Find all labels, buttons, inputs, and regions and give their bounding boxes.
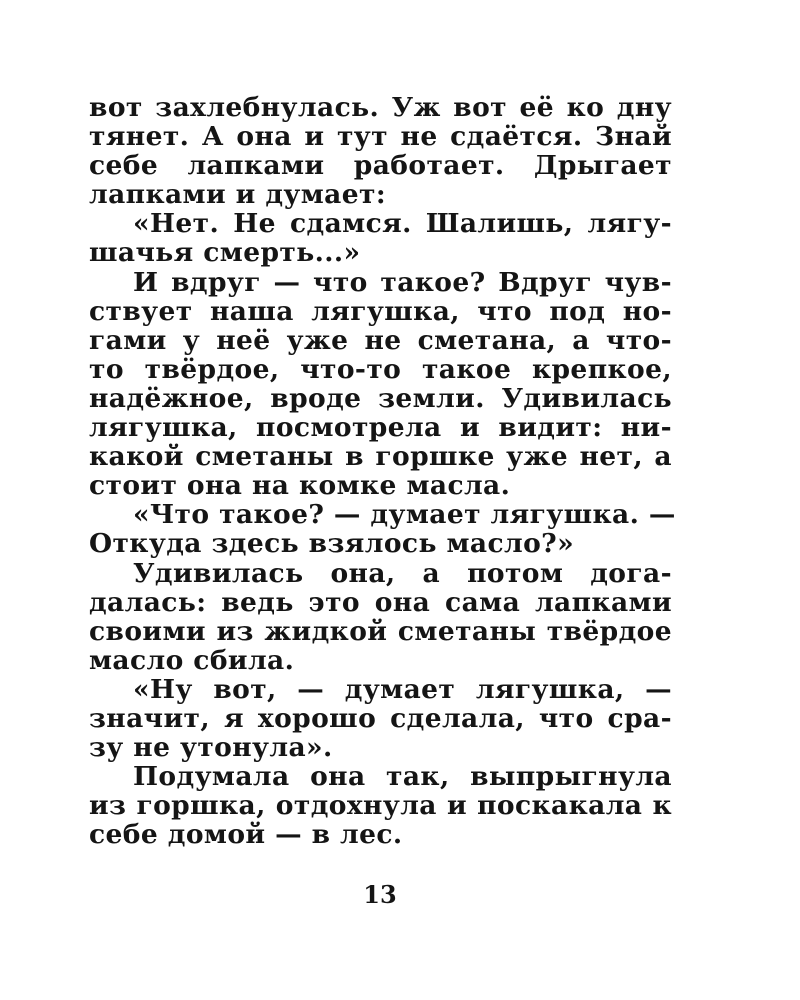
- text-line: себе домой — в лес.: [89, 819, 403, 851]
- text-line: стоит она на комке масла.: [89, 470, 511, 502]
- text-line: ствует наша лягушка, что под но-: [89, 295, 672, 327]
- text-line: «Ну вот, — думает лягушка, —: [133, 673, 672, 705]
- text-line: масло сбила.: [89, 644, 295, 676]
- text-line: лапками и думает:: [89, 179, 387, 211]
- text-line: тянет. А она и тут не сдаётся. Знай: [89, 121, 672, 153]
- text-line: гами у неё уже не сметана, а что-: [89, 324, 672, 356]
- text-line: «Нет. Не сдамся. Шалишь, лягу-: [133, 208, 672, 240]
- text-line: Удивилась она, а потом дога-: [133, 557, 672, 589]
- text-line: шачья смерть...»: [89, 237, 361, 269]
- text-line: И вдруг — что такое? Вдруг чув-: [133, 266, 672, 298]
- story-text: [89, 92, 676, 851]
- text-line: лягушка, посмотрела и видит: ни-: [89, 412, 672, 444]
- text-line: «Что такое? — думает лягушка. —: [133, 499, 676, 531]
- page-number: 13: [363, 880, 397, 909]
- text-line: то твёрдое, что-то такое крепкое,: [89, 353, 672, 385]
- text-line: Подумала она так, выпрыгнула: [133, 761, 672, 793]
- text-line: далась: ведь это она сама лапками: [89, 586, 672, 618]
- text-line: Откуда здесь взялось масло?»: [89, 528, 575, 560]
- text-line: вот захлебнулась. Уж вот её ко дну: [89, 92, 672, 123]
- text-line: значит, я хорошо сделала, что сра-: [89, 702, 672, 734]
- text-line: из горшка, отдохнула и поскакала к: [89, 790, 672, 822]
- text-line: своими из жидкой сметаны твёрдое: [89, 615, 672, 647]
- text-line: себе лапками работает. Дрыгает: [89, 150, 672, 182]
- text-line: какой сметаны в горшке уже нет, а: [89, 441, 672, 473]
- text-line: надёжное, вроде земли. Удивилась: [89, 382, 672, 414]
- text-line: зу не утонула».: [89, 732, 333, 764]
